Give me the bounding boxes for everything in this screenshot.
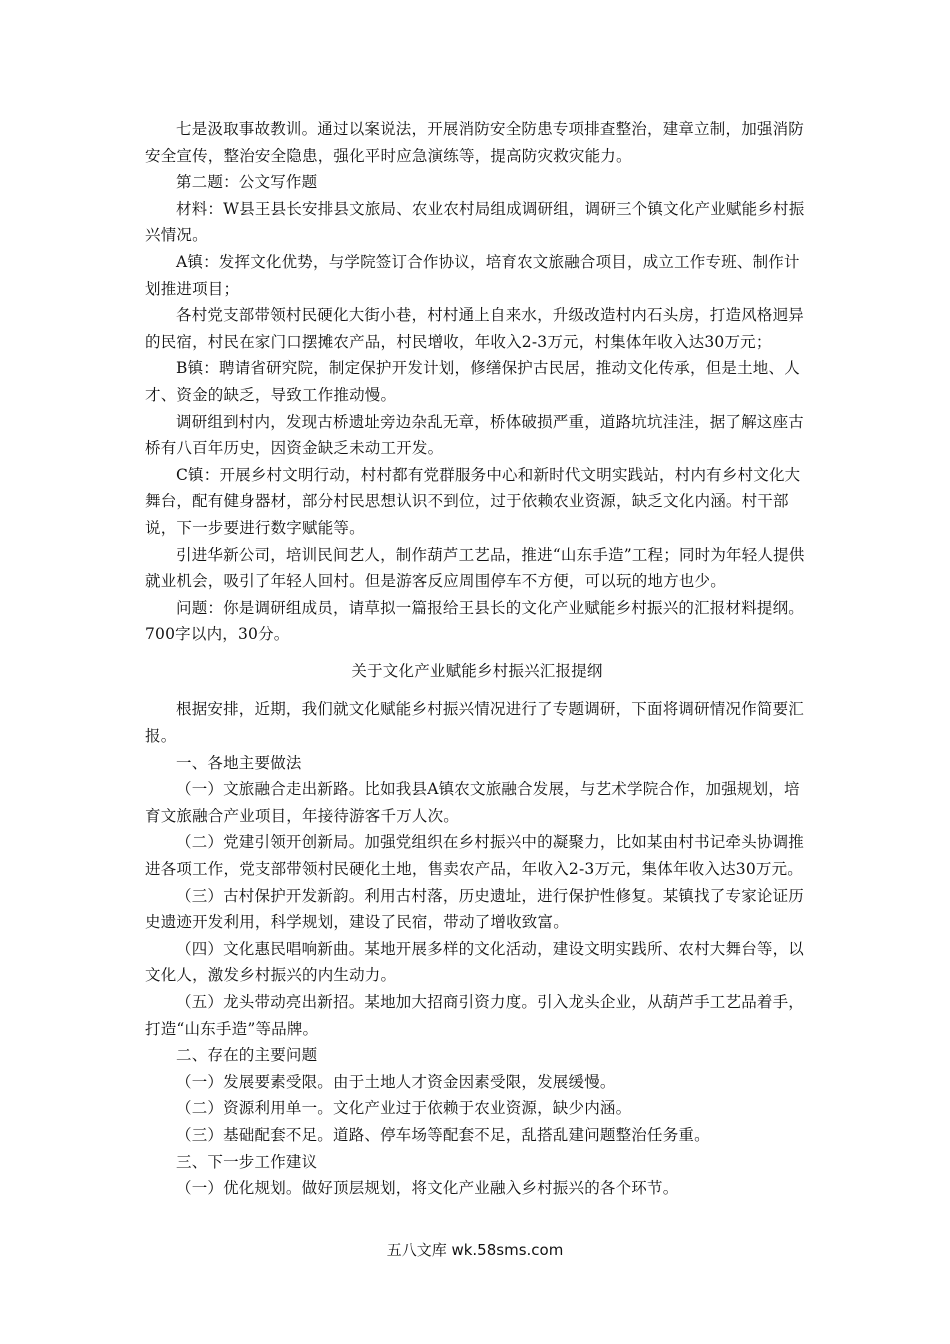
- paragraph: C镇：开展乡村文明行动，村村都有党群服务中心和新时代文明实践站，村内有乡村文化大舞台，配有健身器材，部分村民思想认识不到位，过于依赖农业资源，缺乏文化内涵。村干部说，下一步要进行数字赋能等。: [145, 465, 801, 537]
- paragraph: B镇：聘请省研究院，制定保护开发计划，修缮保护古民居，推动文化传承，但是土地、人才、资金的缺乏，导致工作推动慢。: [145, 359, 800, 404]
- report-paragraph: （五）龙头带动亮出新招。某地加大招商引资力度。引入龙头企业，从葫芦手工艺品着手，打造“山东手造”等品牌。: [145, 993, 805, 1038]
- report-heading: 一、各地主要做法: [176, 753, 302, 772]
- report-title: 关于文化产业赋能乡村振兴汇报提纲: [351, 661, 603, 680]
- paragraph: 引进华新公司，培训民间艺人，制作葫芦工艺品，推进“山东手造”工程；同时为年轻人提供就业机会，吸引了年轻人回村。但是游客反应周围停车不方便，可以玩的地方也少。: [145, 545, 805, 591]
- report-paragraph: 根据安排，近期，我们就文化赋能乡村振兴情况进行了专题调研，下面将调研情况作简要汇报。: [145, 700, 805, 746]
- section-heading: 第二题：公文写作题: [176, 173, 318, 192]
- report-paragraph: （四）文化惠民唱响新曲。某地开展多样的文化活动，建设文明实践所、农村大舞台等，以文化人，激发乡村振兴的内生动力。: [145, 939, 805, 985]
- report-paragraph: （三）古村保护开发新韵。利用古村落，历史遗址，进行保护性修复。某镇找了专家论证历史遗迹开发利用，科学规划，建设了民宿，带动了增收致富。: [145, 886, 805, 932]
- report-heading: 二、存在的主要问题: [176, 1046, 318, 1065]
- report-heading: 三、下一步工作建议: [176, 1152, 318, 1171]
- document-body: [145, 116, 809, 1202]
- question-paragraph: 问题：你是调研组成员，请草拟一篇报给王县长的文化产业赋能乡村振兴的汇报材料提纲。700字以内，30分。: [145, 598, 805, 644]
- report-paragraph: （二）资源利用单一。文化产业过于依赖于农业资源，缺少内涵。: [176, 1099, 632, 1118]
- page-footer: 五八文库 wk.58sms.com: [386, 1241, 564, 1259]
- report-paragraph: （一）发展要素受限。由于土地人才资金因素受限，发展缓慢。: [176, 1072, 616, 1091]
- paragraph: 材料：W县王县长安排县文旅局、农业农村局组成调研组，调研三个镇文化产业赋能乡村振兴情况。: [145, 199, 805, 245]
- report-paragraph: （二）党建引领开创新局。加强党组织在乡村振兴中的凝聚力，比如某由村书记牵头协调推进各项工作，党支部带领村民硬化土地，售卖农产品，年收入2-3万元，集体年收入达30万元。: [145, 833, 805, 879]
- paragraph: 调研组到村内，发现古桥遗址旁边杂乱无章，桥体破损严重，道路坑坑洼洼，据了解这座古桥有八百年历史，因资金缺乏未动工开发。: [145, 412, 805, 458]
- report-paragraph: （一）优化规划。做好顶层规划，将文化产业融入乡村振兴的各个环节。: [176, 1179, 679, 1198]
- paragraph: 七是汲取事故教训。通过以案说法，开展消防安全防患专项排查整治，建章立制，加强消防安全宣传，整治安全隐患，强化平时应急演练等，提高防灾救灾能力。: [145, 120, 805, 165]
- paragraph: A镇：发挥文化优势，与学院签订合作协议，培育农文旅融合项目，成立工作专班、制作计划推进项目；: [145, 252, 800, 298]
- report-paragraph: （三）基础配套不足。道路、停车场等配套不足，乱搭乱建问题整治任务重。: [176, 1125, 710, 1144]
- report-paragraph: （一）文旅融合走出新路。比如我县A镇农文旅融合发展，与艺术学院合作，加强规划，培育文旅融合产业项目，年接待游客千万人次。: [145, 780, 800, 825]
- paragraph: 各村党支部带领村民硬化大街小巷，村村通上自来水，升级改造村内石头房，打造风格迥异的民宿，村民在家门口摆摊农产品，村民增收，年收入2-3万元，村集体年收入达30万元；: [145, 306, 805, 351]
